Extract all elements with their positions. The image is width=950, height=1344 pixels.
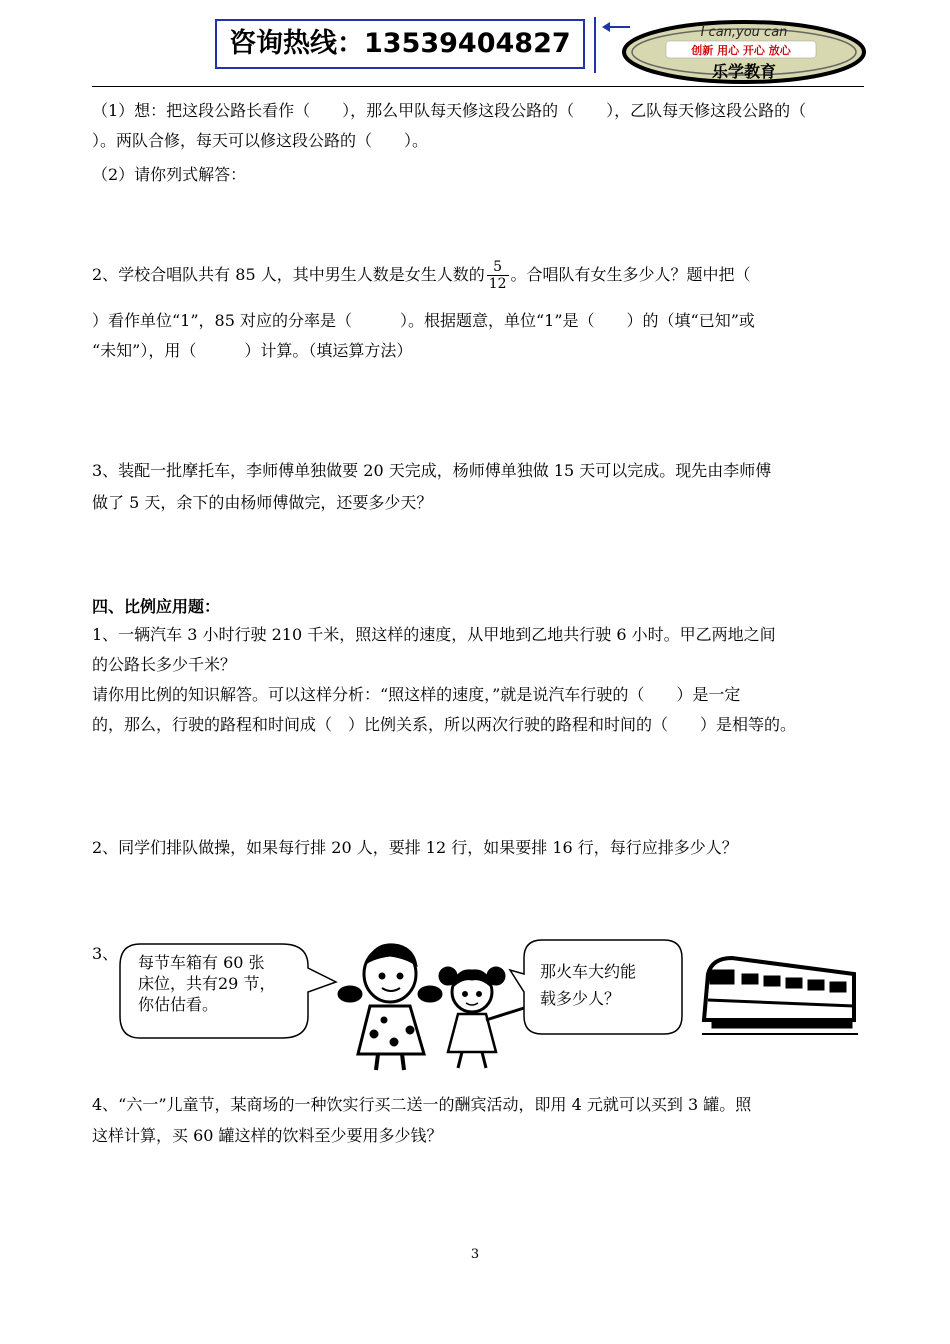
bubble-left-line3: 你估估看。: [138, 995, 219, 1014]
page-number: 3: [470, 1247, 480, 1262]
girl-left-figure: [338, 944, 442, 1070]
q1-line2: ）。两队合修，每天可以修这段公路的（ ）。: [92, 131, 429, 150]
train-icon: [702, 958, 858, 1034]
fraction-5-12: $\frac{5}{12}$: [488, 259, 507, 292]
q1-line1: （1）想：把这段公路长看作（ ），那么甲队每天修这段公路的（ ），乙队每天修这段公路的（: [92, 101, 807, 120]
girl-right-figure: [439, 967, 524, 1068]
bubble-left-line1: 每节车箱有 60 张: [138, 953, 265, 972]
section-4-heading: 四、比例应用题：: [92, 597, 221, 616]
bubble-right-line2: 载多少人？: [540, 989, 621, 1008]
header-rule: [92, 86, 864, 87]
q2-line1: 2、学校合唱队共有 85 人，其中男生人数是女生人数的 $\frac{5}{12}$ 。合唱队有女生多少人？题中把（: [92, 259, 751, 292]
p4-line1: 4、“六一”儿童节，某商场的一种饮实行买二送一的酬宾活动，即用 4 元就可以买到 3 罐。照: [92, 1095, 752, 1114]
p1-line1: 1、一辆汽车 3 小时行驶 210 千米，照这样的速度，从甲地到乙地共行驶 6 小时。甲乙两地之间: [92, 625, 776, 644]
p1-line3: 请你用比例的知识解答。可以这样分析：“照这样的速度，”就是说汽车行驶的（ ）是一定: [92, 685, 741, 704]
p4-line2: 这样计算，买 60 罐这样的饮料至少要用多少钱？: [92, 1126, 443, 1145]
svg-text:乐学教育: 乐学教育: [711, 62, 777, 81]
q2-line2: ）看作单位“1”，85 对应的分率是（ ）。根据题意，单位“1”是（ ）的（填“已知”或: [92, 311, 755, 330]
q2-line3: “未知”），用（ ）计算。（填运算方法）: [92, 341, 413, 360]
q3-line1: 3、装配一批摩托车，李师傅单独做要 20 天完成，杨师傅单独做 15 天可以完成。现先由李师傅: [92, 461, 772, 480]
header-divider: [594, 17, 596, 73]
p1-line4: 的，那么，行驶的路程和时间成（ ）比例关系，所以两次行驶的路程和时间的（ ）是相等的。: [92, 715, 797, 734]
school-logo: [600, 14, 868, 84]
bubble-right-line1: 那火车大约能: [540, 962, 637, 981]
svg-text:I can,you can: I can,you can: [700, 25, 788, 40]
svg-text:创新 用心 开心 放心: 创新 用心 开心 放心: [691, 44, 791, 57]
p2-line: 2、同学们排队做操，如果每行排 20 人，要排 12 行，如果要排 16 行，每行应排多少人？: [92, 838, 738, 857]
hotline-banner: 咨询热线：13539404827: [215, 19, 585, 69]
bubble-left-line2: 床位，共有29 节，: [138, 974, 276, 993]
p1-line2: 的公路长多少千米？: [92, 655, 237, 674]
q3-line2: 做了 5 天，余下的由杨师傅做完，还要多少天？: [92, 493, 433, 512]
p3-number: 3、: [92, 944, 119, 963]
q1-line3: （2）请你列式解答：: [92, 165, 247, 184]
